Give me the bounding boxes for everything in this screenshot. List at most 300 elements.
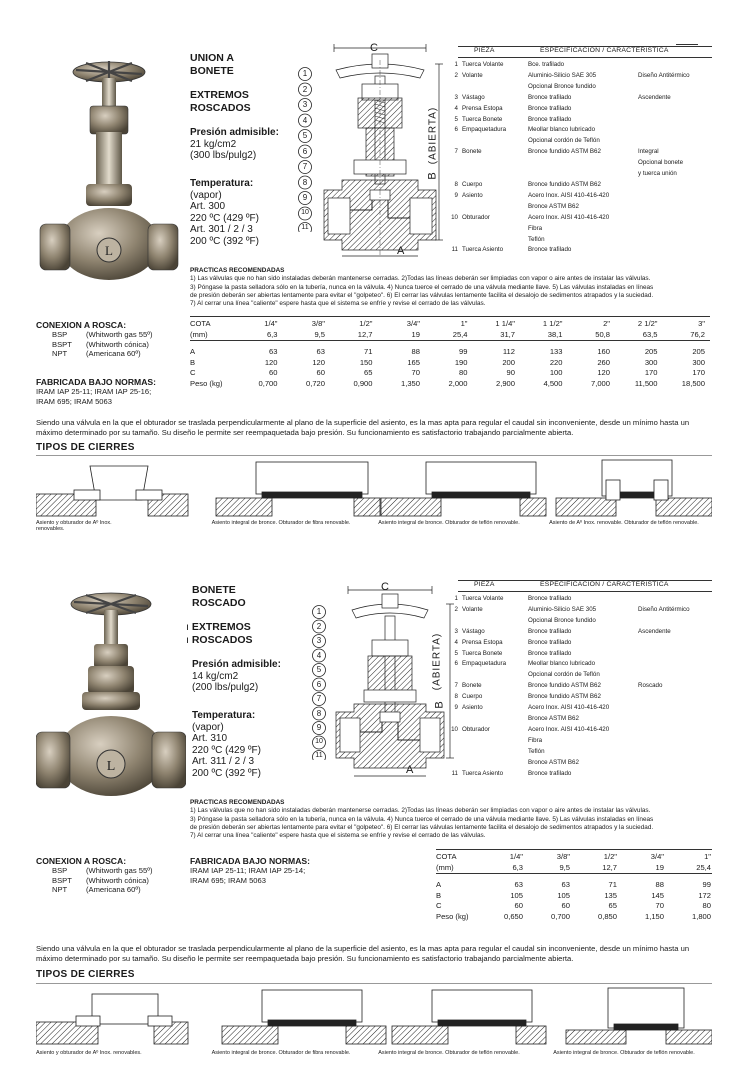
- spec-part: Prensa Estopa: [462, 638, 503, 646]
- spec-row: [450, 71, 718, 82]
- table-cell: 90: [506, 368, 515, 377]
- spec-n: [450, 714, 462, 725]
- table-cell: 3/4": [406, 319, 420, 328]
- spec-spec: Aluminio-Silicio SAE 305: [528, 605, 597, 613]
- spec-n: 1: [454, 595, 458, 602]
- spec-part: Bonete: [462, 148, 482, 156]
- spec-row: [450, 147, 718, 158]
- spec-part: Asiento: [462, 191, 483, 199]
- spec-spec: Acero Inox. AISI 410-416-420: [528, 191, 610, 199]
- practices-1: PRACTICAS RECOMENDADAS 1) Las válvulas que no han sido instaladas deberán mantenerse cerradas. 2)Todas las líneas deberán ser limpiadas con vapor o aire antes de instalar las válvulas. 3) Póngase la pasta selladora sólo en la tubería, nunca en la válvula. 4) Nunca tuerce el cerrado de una válvula mediante llave. 5) Las válvulas instaladas en líneas de presión deberán ser abiertas lentamente para evitar el "golpeteo". 6) El cerrar las válvulas lentamente facilita el desalojo de sedimentos atrapados y la suciedad. 7) Al cerrar una línea "caliente" espere hasta que el sistema se enfríe y revise el cerrado de las válvulas.: [190, 267, 654, 308]
- table-cell: 76,2: [690, 329, 705, 339]
- spec-row: [450, 235, 718, 246]
- table-cell: B: [190, 357, 196, 367]
- table-cell: 60: [316, 368, 325, 377]
- table-row: [190, 347, 710, 358]
- table-cell: 100: [549, 368, 563, 377]
- spec-n: 9: [454, 704, 458, 712]
- table-cell: 11,500: [634, 378, 658, 388]
- spec-row: [450, 594, 718, 605]
- spec-part: Cuerpo: [462, 693, 483, 701]
- table-cell: 1": [460, 319, 468, 328]
- valve-2-pressure: Presión admisible: 14 kg/cm2 (200 lbs/pulg2): [192, 659, 281, 693]
- table-cell: 0,900: [353, 378, 373, 388]
- spec-extra: Ascendente: [638, 93, 671, 101]
- spec-spec: Meollar blanco lubricado: [528, 660, 596, 668]
- spec-n: 11: [451, 769, 458, 777]
- spec-extra: Opcional bonete: [638, 159, 684, 167]
- valve-2-ends: ı EXTREMOS ı ROSCADOS: [186, 621, 253, 646]
- spec-part: Vástago: [462, 93, 485, 101]
- spec-spec: Acero Inox. AISI 410-416-420: [528, 213, 610, 221]
- spec-row: [450, 616, 718, 627]
- dimension-c-2: C: [381, 581, 389, 593]
- spec-extra: [638, 758, 718, 769]
- spec-row: [450, 659, 718, 670]
- table-cell: 1 1/2": [542, 319, 563, 328]
- svg-text:L: L: [106, 759, 116, 774]
- spec-n: 10: [451, 725, 458, 733]
- spec-header-spec-2: ESPECIFICACION / CARACTERISTICA: [540, 581, 669, 588]
- closure-types-title-2: TIPOS DE CIERRES: [36, 969, 135, 980]
- spec-spec: Bronce trafilado: [528, 115, 572, 123]
- spec-part: Prensa Estopa: [462, 104, 503, 112]
- table-cell: COTA: [436, 852, 457, 861]
- spec-extra: [638, 82, 718, 93]
- table-cell: 105: [510, 890, 523, 900]
- table-cell: 205: [692, 347, 705, 356]
- spec-spec: Bronce fundido ASTM B62: [528, 148, 601, 156]
- closure-types-drawings-2: [36, 986, 712, 1048]
- spec-spec: Bronce trafilado: [528, 638, 572, 646]
- spec-row: [450, 758, 718, 769]
- spec-row: [450, 104, 718, 115]
- table-cell: 70: [411, 368, 420, 377]
- table-cell: 1/4": [264, 319, 278, 328]
- closure-caption-2d: Asiento integral de bronce. Obturador de teflón renovable.: [553, 1050, 695, 1056]
- valve-photo-1: [36, 44, 182, 284]
- connections-1: CONEXION A ROSCA: BSP (Whitworth gas 55º) BSPT (Whitworth cónica) NPT (Americana 60º): [36, 320, 153, 358]
- table-cell: 0,850: [597, 911, 617, 921]
- spec-part: [462, 158, 528, 169]
- table-cell: 1/4": [509, 852, 523, 861]
- dimension-abierta-2: (ABIERTA): [431, 632, 443, 691]
- spec-spec: Bronce fundido ASTM B62: [528, 180, 601, 188]
- spec-row: [450, 158, 718, 169]
- spec-n: 7: [454, 148, 458, 156]
- table-cell: 88: [411, 347, 420, 356]
- spec-spec: Bronce ASTM B62: [528, 758, 579, 766]
- table-row: [436, 891, 712, 902]
- spec-row: [450, 638, 718, 649]
- table-cell: 7,000: [590, 378, 610, 388]
- spec-row: [450, 725, 718, 736]
- table-cell: 260: [597, 357, 610, 367]
- spec-n: 11: [451, 246, 458, 254]
- spec-row: [450, 93, 718, 104]
- spec-part: Cuerpo: [462, 180, 483, 188]
- spec-part: Obturador: [462, 725, 490, 733]
- table-cell: 200: [502, 357, 515, 367]
- spec-spec: Teflón: [528, 235, 545, 243]
- dimension-b-1: B: [426, 172, 439, 180]
- table-cell: 205: [644, 347, 658, 356]
- closure-caption-2b: Asiento integral de bronce. Obturador de fibra renovable.: [211, 1050, 351, 1056]
- description-1: Siendo una válvula en la que el obturador se traslada perpendicularmente al plano de la superficie del asiento, es la mas apta para regular el caudal sin inconveniente, desde un mínimo hasta un máximo determinado por su tamaño. Su diseño le permite ser reempaquetada bajo presión. Su funcionamiento es satisfactorio trabajando parcialmente abierta.: [36, 418, 690, 437]
- spec-part: Asiento: [462, 704, 483, 712]
- table-row: [190, 368, 710, 379]
- spec-extra: y tuerca unión: [638, 170, 677, 178]
- spec-spec: Meollar blanco lubricado: [528, 126, 596, 134]
- table-cell: 1/2": [359, 319, 373, 328]
- spec-spec: Bronce trafilado: [528, 93, 572, 101]
- table-cell: 4,500: [543, 378, 563, 388]
- spec-part: Tuerca Asiento: [462, 769, 504, 777]
- table-cell: 60: [269, 368, 278, 377]
- spec-row: [450, 245, 718, 256]
- table-cell: (mm): [190, 329, 208, 339]
- spec-extra: [638, 115, 718, 126]
- spec-row: [450, 681, 718, 692]
- table-cell: 3": [698, 319, 705, 328]
- connections-2: CONEXION A ROSCA: BSP (Whitworth gas 55º) BSPT (Whitworth cónica) NPT (Americana 60º): [36, 856, 153, 894]
- spec-extra: [638, 125, 718, 136]
- spec-n: 2: [454, 71, 458, 79]
- spec-spec: Bce. trafilado: [528, 61, 565, 68]
- spec-row: [450, 769, 718, 780]
- table-cell: 165: [407, 357, 420, 367]
- table-cell: 65: [608, 901, 617, 910]
- spec-n: [450, 136, 462, 147]
- table-cell: 18,500: [681, 378, 705, 388]
- table-cell: 9,5: [314, 329, 325, 339]
- table-cell: 160: [597, 347, 610, 356]
- table-cell: 31,7: [500, 329, 515, 339]
- table-cell: 99: [459, 347, 468, 356]
- table-cell: 12,7: [602, 862, 617, 872]
- svg-text:L: L: [105, 243, 113, 258]
- spec-n: 6: [454, 660, 458, 668]
- spec-part: [462, 616, 528, 627]
- table-cell: 1,800: [691, 911, 711, 921]
- table-cell: C: [190, 368, 196, 377]
- spec-n: 4: [454, 104, 458, 112]
- spec-part: Empaquetadura: [462, 126, 507, 134]
- table-row: [190, 379, 710, 390]
- spec-n: [450, 736, 462, 747]
- table-row: [190, 319, 710, 330]
- spec-spec: Bronce trafilado: [528, 595, 572, 602]
- spec-spec: Bronce trafilado: [528, 769, 572, 777]
- table-cell: 145: [651, 890, 664, 900]
- spec-n: 3: [454, 627, 458, 635]
- spec-part: [462, 747, 528, 758]
- spec-extra: [638, 202, 718, 213]
- spec-spec: Bronce fundido ASTM B62: [528, 693, 601, 701]
- spec-part: [462, 202, 528, 213]
- spec-row: [450, 213, 718, 224]
- table-cell: 0,650: [503, 911, 523, 921]
- spec-part: Obturador: [462, 213, 490, 221]
- spec-part: Bonete: [462, 682, 482, 690]
- spec-extra: [638, 649, 718, 660]
- table-row: [436, 912, 712, 923]
- table-cell: 300: [692, 357, 705, 367]
- spec-row: [450, 115, 718, 126]
- closure-caption-1d: Asiento de Aº Inox. renovable. Obturador de teflón renovable.: [549, 520, 699, 526]
- spec-header-part-1: PIEZA: [474, 47, 495, 54]
- valve-1-ends: EXTREMOS ROSCADOS: [190, 89, 251, 114]
- spec-spec: Acero Inox. AISI 410-416-420: [528, 704, 610, 712]
- spec-spec: Acero Inox. AISI 410-416-420: [528, 725, 610, 733]
- closure-caption-2c: Asiento integral de bronce. Obturador de teflón renovable.: [378, 1050, 520, 1056]
- table-cell: 63: [316, 347, 325, 356]
- spec-n: [450, 202, 462, 213]
- table-cell: 19: [655, 862, 664, 872]
- table-cell: 60: [514, 901, 523, 910]
- spec-part: Tuerca Bonete: [462, 649, 503, 657]
- closure-caption-1b: Asiento integral de bronce. Obturador de fibra renovable.: [211, 520, 351, 526]
- spec-part: Tuerca Volante: [462, 595, 504, 602]
- spec-n: [450, 82, 462, 93]
- spec-row: [450, 736, 718, 747]
- table-cell: 3/8": [556, 852, 570, 861]
- table-cell: 220: [549, 357, 563, 367]
- table-cell: 3/4": [650, 852, 664, 861]
- spec-row: [450, 692, 718, 703]
- spec-n: 4: [454, 638, 458, 646]
- spec-spec: Opcional Bronce fundido: [528, 616, 596, 624]
- spec-row: [450, 670, 718, 681]
- spec-n: 1: [454, 61, 458, 68]
- spec-row: [450, 703, 718, 714]
- table-cell: 6,3: [512, 862, 523, 872]
- spec-n: [450, 616, 462, 627]
- table-cell: 0,700: [258, 378, 278, 388]
- spec-n: [450, 169, 462, 180]
- spec-extra: [638, 136, 718, 147]
- spec-spec: Opcional Bronce fundido: [528, 82, 596, 90]
- table-cell: 133: [549, 347, 563, 356]
- spec-extra: Roscado: [638, 682, 663, 690]
- spec-n: [450, 670, 462, 681]
- table-cell: 65: [364, 368, 373, 377]
- spec-part: [462, 224, 528, 235]
- table-cell: 2 1/2": [637, 319, 658, 328]
- closure-types-drawings-1: [36, 458, 712, 520]
- table-cell: 2,900: [495, 378, 515, 388]
- description-2: Siendo una válvula en la que el obturador se traslada perpendicularmente al plano de la superficie del asiento, es la mas apta para regular el caudal sin inconveniente, desde un mínimo hasta un máximo determinado por su tamaño. Su diseño le permite ser reempaquetada bajo presión. Su funcionamiento es satisfactorio trabajando parcialmente abierta.: [36, 944, 690, 963]
- spec-spec: Bronce trafilado: [528, 104, 572, 112]
- dimension-table-2: [436, 852, 712, 922]
- dimension-a-2: A: [406, 764, 414, 776]
- spec-row: [450, 747, 718, 758]
- table-cell: 63: [514, 880, 523, 889]
- table-cell: 70: [655, 901, 664, 910]
- table-cell: 1 1/4": [495, 319, 515, 328]
- table-cell: 112: [502, 347, 515, 356]
- spec-extra: [638, 725, 718, 736]
- table-cell: (mm): [436, 862, 454, 872]
- table-cell: 88: [655, 880, 664, 889]
- spec-n: 2: [454, 605, 458, 613]
- spec-part: [462, 736, 528, 747]
- table-cell: 99: [702, 880, 711, 889]
- table-cell: 190: [454, 357, 468, 367]
- spec-n: 5: [454, 649, 458, 657]
- dimension-table-1: [190, 319, 710, 389]
- spec-extra: Ascendente: [638, 627, 671, 635]
- table-cell: B: [436, 890, 442, 900]
- table-cell: 170: [692, 368, 705, 377]
- spec-extra: [638, 638, 718, 649]
- table-row: [436, 852, 712, 863]
- table-cell: 50,8: [595, 329, 610, 339]
- table-cell: 63: [561, 880, 570, 889]
- table-cell: A: [190, 347, 196, 356]
- spec-spec: [528, 169, 638, 180]
- spec-part: Tuerca Bonete: [462, 115, 503, 123]
- spec-part: Empaquetadura: [462, 660, 507, 668]
- table-cell: 38,1: [547, 329, 563, 339]
- table-cell: 71: [608, 880, 617, 889]
- table-cell: 80: [702, 901, 711, 910]
- practices-2: PRACTICAS RECOMENDADAS 1) Las válvulas que no han sido instaladas deberán mantenerse cerradas. 2)Todas las líneas deberán ser limpiadas con vapor o aire antes de instalar las válvulas. 3) Póngase la pasta selladora sólo en la tubería, nunca en la válvula. 4) Nunca tuerce el cerrado de una válvula mediante llave. 5) Las válvulas instaladas en líneas de presión deberán ser abiertas lentamente para evitar el "golpeteo". 6) El cerrar las válvulas lentamente facilita el desalojo de sedimentos atrapados y la suciedad. 7) Al cerrar una línea "caliente" espere hasta que el sistema se enfríe y revise el cerrado de las válvulas.: [190, 799, 654, 840]
- valve-2-temperature: Temperatura: (vapor) Art. 310 220 ºC (429 ºF) Art. 311 / 2 / 3 200 ºC (392 ºF): [192, 710, 261, 779]
- spec-extra: [638, 245, 718, 256]
- valve-1-title: UNION A BONETE: [190, 52, 234, 77]
- spec-extra: [638, 736, 718, 747]
- valve-2-title: BONETE ROSCADO: [192, 584, 246, 609]
- spec-header-part-2: PIEZA: [474, 581, 495, 588]
- spec-part: Volante: [462, 605, 483, 613]
- spec-extra: [638, 213, 718, 224]
- table-cell: C: [436, 901, 442, 910]
- dimension-abierta-1: (ABIERTA): [427, 106, 439, 165]
- closure-types-title-1: TIPOS DE CIERRES: [36, 442, 135, 453]
- valve-1-temperature: Temperatura: (vapor) Art. 300 220 ºC (429 ºF) Art. 301 / 2 / 3 200 ºC (392 ºF): [190, 178, 259, 247]
- table-cell: 120: [264, 357, 278, 367]
- spec-extra: Diseño Antitérmico: [638, 605, 690, 613]
- table-cell: 80: [459, 368, 468, 377]
- spec-n: [450, 224, 462, 235]
- spec-extra: [638, 191, 718, 202]
- spec-row: [450, 169, 718, 180]
- closure-caption-1a: Asiento y obturador de Aº Inox. renovables.: [36, 520, 112, 532]
- spec-n: 8: [454, 693, 458, 701]
- table-row: [190, 330, 710, 342]
- spec-extra: [638, 692, 718, 703]
- spec-spec: Opcional cordón de Teflón: [528, 137, 600, 145]
- spec-extra: [638, 703, 718, 714]
- table-row: [436, 880, 712, 891]
- spec-extra: [638, 769, 718, 780]
- spec-n: 3: [454, 93, 458, 101]
- spec-spec: Bronce trafilado: [528, 246, 572, 254]
- spec-part: Volante: [462, 71, 483, 79]
- spec-part: [462, 136, 528, 147]
- table-cell: 0,700: [550, 911, 570, 921]
- dimension-a-1: A: [397, 245, 405, 257]
- spec-spec: Bronce ASTM B62: [528, 714, 579, 722]
- spec-extra: [638, 714, 718, 725]
- table-cell: 135: [604, 890, 617, 900]
- standards-1: FABRICADA BAJO NORMAS: IRAM IAP 25-11; IRAM IAP 25-16; IRAM 695; IRAM 5063: [36, 377, 156, 406]
- spec-extra: [638, 180, 718, 191]
- table-cell: 2": [603, 319, 610, 328]
- table-cell: 1": [704, 852, 711, 861]
- spec-n: 9: [454, 191, 458, 199]
- table-cell: 63: [269, 347, 278, 356]
- table-cell: 9,5: [559, 862, 570, 872]
- table-row: [436, 863, 712, 875]
- valve-1-pressure: Presión admisible: 21 kg/cm2 (300 lbs/pulg2): [190, 127, 279, 161]
- table-cell: 1,150: [644, 911, 664, 921]
- spec-row: [450, 605, 718, 616]
- table-cell: Peso (kg): [436, 911, 469, 921]
- table-cell: 150: [359, 357, 373, 367]
- table-cell: 63,5: [642, 329, 658, 339]
- spec-spec: Opcional cordón de Teflón: [528, 671, 600, 679]
- spec-n: 6: [454, 126, 458, 134]
- spec-spec: Bronce ASTM B62: [528, 202, 579, 210]
- spec-n: 7: [454, 682, 458, 690]
- dimension-b-2: B: [433, 701, 446, 709]
- table-cell: 19: [411, 329, 420, 339]
- spec-n: 8: [454, 180, 458, 188]
- spec-list-1: [450, 60, 718, 256]
- spec-extra: [638, 594, 718, 605]
- spec-part: Vástago: [462, 627, 485, 635]
- spec-extra: [638, 616, 718, 627]
- table-cell: 12,7: [357, 329, 373, 339]
- spec-extra: [638, 747, 718, 758]
- table-cell: 120: [312, 357, 325, 367]
- spec-spec: Fibra: [528, 224, 543, 232]
- spec-row: [450, 191, 718, 202]
- table-cell: 172: [698, 890, 711, 900]
- spec-extra: [638, 659, 718, 670]
- spec-spec: [528, 158, 638, 169]
- spec-part: Tuerca Volante: [462, 61, 504, 68]
- spec-row: [450, 627, 718, 638]
- table-cell: 2,000: [448, 378, 468, 388]
- spec-row: [450, 224, 718, 235]
- table-cell: 1/2": [603, 852, 617, 861]
- closure-caption-1c: Asiento integral de bronce. Obturador de teflón renovable.: [378, 520, 520, 526]
- table-cell: 120: [597, 368, 610, 377]
- table-cell: 25,4: [452, 329, 468, 339]
- spec-part: [462, 670, 528, 681]
- table-cell: Peso (kg): [190, 378, 223, 388]
- spec-list-2: [450, 594, 718, 779]
- spec-header-spec-1: ESPECIFICACION / CARACTERISTICA: [540, 47, 669, 54]
- spec-row: [450, 202, 718, 213]
- standards-2: FABRICADA BAJO NORMAS: IRAM IAP 25-11; IRAM IAP 25-14; IRAM 695; IRAM 5063: [190, 856, 310, 885]
- spec-row: [450, 60, 718, 71]
- table-cell: 3/8": [311, 319, 325, 328]
- spec-part: [462, 714, 528, 725]
- spec-part: [462, 758, 528, 769]
- spec-extra: [638, 104, 718, 115]
- spec-spec: Bronce trafilado: [528, 649, 572, 657]
- table-cell: 300: [644, 357, 658, 367]
- valve-photo-2: [36, 586, 186, 816]
- table-cell: 25,4: [696, 862, 711, 872]
- spec-extra: Integral: [638, 148, 659, 156]
- spec-row: [450, 180, 718, 191]
- spec-n: [450, 747, 462, 758]
